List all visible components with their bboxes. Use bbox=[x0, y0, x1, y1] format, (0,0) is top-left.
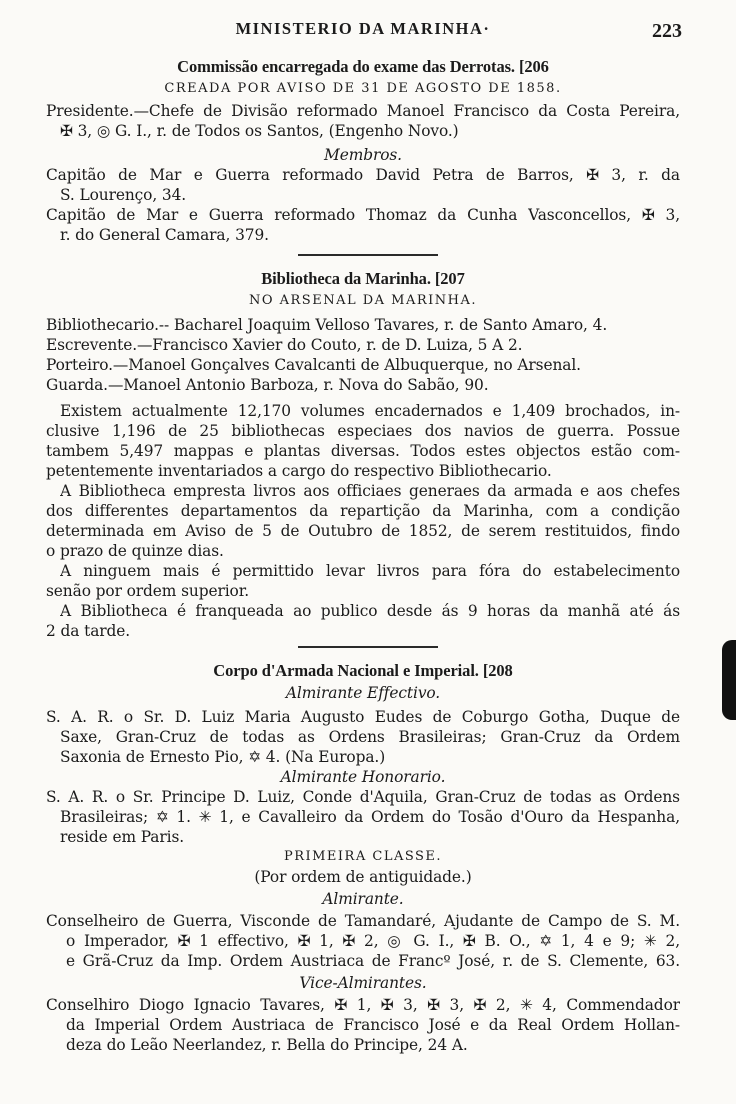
class-heading: PRIMEIRA CLASSE. bbox=[283, 849, 443, 864]
entry-line: Escrevente.—Francisco Xavier do Couto, r. de D. Luiza, 5 A 2. bbox=[46, 336, 523, 354]
paragraph-line: clusive 1,196 de 25 bibliothecas especiaes dos navios de guerra. Possue bbox=[46, 422, 680, 440]
entry-line: Capitão de Mar e Guerra reformado David Petra de Barros, ✠ 3, r. da bbox=[46, 166, 680, 184]
class-note: (Por ordem de antiguidade.) bbox=[254, 868, 472, 886]
rank-heading: Almirante Honorario. bbox=[280, 768, 446, 786]
section-divider bbox=[298, 646, 438, 648]
paragraph-line: petentemente inventariados a cargo do respectivo Bibliothecario. bbox=[46, 462, 552, 480]
entry-line: S. A. R. o Sr. Principe D. Luiz, Conde d'Aquila, Gran-Cruz de todas as Ordens bbox=[46, 788, 680, 806]
paragraph-line: A Bibliotheca empresta livros aos officiaes generaes da armada e aos chefes bbox=[60, 482, 680, 500]
entry-line: Brasileiras; ✡ 1. ✳ 1, e Cavalleiro da Ordem do Tosão d'Ouro da Hespanha, bbox=[60, 808, 680, 826]
paragraph-line: 2 da tarde. bbox=[46, 622, 131, 640]
entry-line: ✠ 3, ◎ G. I., r. de Todos os Santos, (Engenho Novo.) bbox=[60, 122, 459, 140]
entry-line: da Imperial Ordem Austriaca de Francisco José e da Real Ordem Hollan- bbox=[66, 1016, 680, 1034]
page-number: 223 bbox=[652, 20, 682, 42]
entry-line: deza do Leão Neerlandez, r. Bella do Principe, 24 A. bbox=[66, 1036, 468, 1054]
section-heading-derrotas: Commissão encarregada do exame das Derrotas. [206 bbox=[177, 58, 549, 76]
section-subheading: CREADA POR AVISO DE 31 DE AGOSTO DE 1858. bbox=[164, 81, 562, 96]
entry-line: Conselhiro Diogo Ignacio Tavares, ✠ 1, ✠ 3, ✠ 3, ✠ 2, ✳ 4, Commendador bbox=[46, 996, 680, 1014]
entry-line: Porteiro.—Manoel Gonçalves Cavalcanti de Albuquerque, no Arsenal. bbox=[46, 356, 581, 374]
paragraph-line: determinada em Aviso de 5 de Outubro de 1852, de serem restituidos, findo bbox=[46, 522, 680, 540]
paragraph-line: dos differentes departamentos da repartição da Marinha, com a condição bbox=[46, 502, 680, 520]
paragraph-line: senão por ordem superior. bbox=[46, 582, 250, 600]
page-edge-shadow bbox=[722, 640, 736, 720]
paragraph-line: tambem 5,497 mappas e plantas diversas. Todos estes objectos estão com- bbox=[46, 442, 680, 460]
entry-line: e Grã-Cruz da Imp. Ordem Austriaca de Francº José, r. de S. Clemente, 63. bbox=[66, 952, 680, 970]
section-subheading: NO ARSENAL DA MARINHA. bbox=[248, 293, 478, 308]
entry-line: S. Lourenço, 34. bbox=[60, 186, 187, 204]
entry-line: Guarda.—Manoel Antonio Barboza, r. Nova do Sabão, 90. bbox=[46, 376, 489, 394]
entry-line: reside em Paris. bbox=[60, 828, 185, 846]
entry-line: Capitão de Mar e Guerra reformado Thomaz da Cunha Vasconcellos, ✠ 3, bbox=[46, 206, 680, 224]
subsection-heading: Membros. bbox=[324, 146, 402, 164]
entry-line: o Imperador, ✠ 1 effectivo, ✠ 1, ✠ 2, ◎ G. I., ✠ B. O., ✡ 1, 4 e 9; ✳ 2, bbox=[66, 932, 680, 950]
entry-line: Conselheiro de Guerra, Visconde de Tamandaré, Ajudante de Campo de S. M. bbox=[46, 912, 680, 930]
entry-line: Saxonia de Ernesto Pio, ✡ 4. (Na Europa.) bbox=[60, 748, 386, 766]
paragraph-line: A ninguem mais é permittido levar livros para fóra do estabelecimento bbox=[60, 562, 680, 580]
entry-line: Presidente.—Chefe de Divisão reformado Manoel Francisco da Costa Pereira, bbox=[46, 102, 680, 120]
section-heading-bibliotheca: Bibliotheca da Marinha. [207 bbox=[261, 270, 465, 288]
entry-line: Bibliothecario.-- Bacharel Joaquim Velloso Tavares, r. de Santo Amaro, 4. bbox=[46, 316, 608, 334]
rank-heading: Almirante Effectivo. bbox=[285, 684, 441, 702]
entry-line: Saxe, Gran-Cruz de todas as Ordens Brasileiras; Gran-Cruz da Ordem bbox=[60, 728, 680, 746]
section-divider bbox=[298, 254, 438, 256]
section-heading-corpo-armada: Corpo d'Armada Nacional e Imperial. [208 bbox=[213, 662, 513, 680]
paragraph-line: o prazo de quinze dias. bbox=[46, 542, 224, 560]
entry-line: r. do General Camara, 379. bbox=[60, 226, 269, 244]
rank-heading: Vice-Almirantes. bbox=[299, 974, 427, 992]
running-header: MINISTERIO DA MARINHA· bbox=[235, 20, 491, 38]
paragraph-line: Existem actualmente 12,170 volumes encadernados e 1,409 brochados, in- bbox=[60, 402, 680, 420]
paragraph-line: A Bibliotheca é franqueada ao publico desde ás 9 horas da manhã até ás bbox=[60, 602, 680, 620]
rank-heading: Almirante. bbox=[322, 890, 404, 908]
entry-line: S. A. R. o Sr. D. Luiz Maria Augusto Eudes de Coburgo Gotha, Duque de bbox=[46, 708, 680, 726]
